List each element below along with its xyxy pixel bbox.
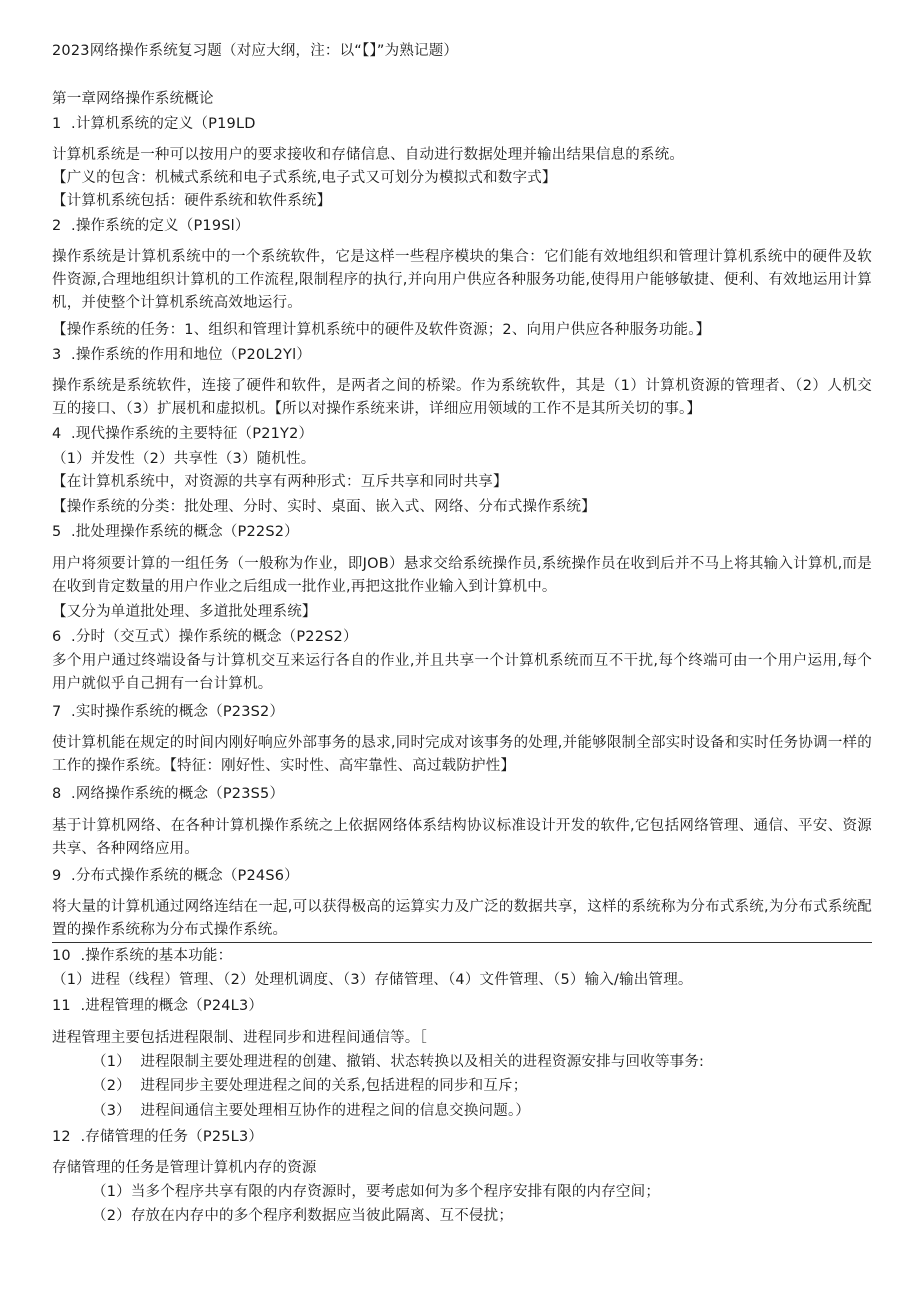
paragraph: 存储管理的任务是管理计算机内存的资源: [52, 1160, 317, 1176]
paragraph: 将大量的计算机通过网络连结在一起,可以获得极高的运算实力及广泛的数据共享，这样的系统称为分布式系统,为分布式系统配置的操作系统称为分布式操作系统。: [52, 899, 872, 938]
list-item: （3） 进程间通信主要处理相互协作的进程之间的信息交换问题。）: [92, 1103, 531, 1119]
section-heading: 8 .网络操作系统的概念（P23S5）: [52, 786, 285, 802]
list-item: （1）当多个程序共享有限的内存资源时，要考虑如何为多个程序安排有限的内存空间；: [92, 1184, 661, 1200]
list-item: （2）存放在内存中的多个程序利数据应当彼此隔离、互不侵扰；: [92, 1208, 514, 1224]
document-title: 2023网络操作系统复习题（对应大纲，注：以“【】”为熟记题）: [52, 43, 459, 59]
section-heading: 6 .分时（交互式）操作系统的概念（P22S2）: [52, 629, 358, 645]
list-item: （2） 进程同步主要处理进程之间的关系,包括进程的同步和互斥；: [92, 1078, 528, 1094]
paragraph: 用户将须要计算的一组任务（一般称为作业，即JOB）悬求交给系统操作员,系统操作员在收到后并不马上将其输入计算机,而是在收到肯定数量的用户作业之后组成一批作业,再把这批作业输入到计算机中。: [52, 556, 872, 595]
paragraph: 基于计算机网络、在各种计算机操作系统之上依据网络体系结构协议标准设计开发的软件,它包括网络管理、通信、平安、资源共享、各种网络应用。: [52, 818, 872, 857]
key-point: 【操作系统的任务：1、组织和管理计算机系统中的硬件及软件资源；2、向用户供应各种服务功能。】: [52, 322, 711, 338]
paragraph: 多个用户通过终端设备与计算机交互来运行各自的作业,并且共享一个计算机系统而互不干扰,每个终端可由一个用户运用,每个用户就似乎自己拥有一台计算机。: [52, 653, 872, 692]
section-heading: 4 .现代操作系统的主要特征（P21Y2）: [52, 426, 314, 442]
section-heading: 10 .操作系统的基本功能：: [52, 948, 233, 964]
key-point: 【计算机系统包括：硬件系统和软件系统】: [52, 193, 332, 209]
paragraph: 计算机系统是一种可以按用户的要求接收和存储信息、自动进行数据处理并输出结果信息的系统。: [52, 147, 685, 163]
divider: [52, 942, 872, 943]
section-heading: 7 .实时操作系统的概念（P23S2）: [52, 704, 285, 720]
paragraph: （1）并发性（2）共享性（3）随机性。: [52, 451, 316, 467]
key-point: 【又分为单道批处理、多道批处理系统】: [52, 604, 317, 620]
section-heading: 12 .存储管理的任务（P25L3）: [52, 1129, 264, 1145]
paragraph: 操作系统是系统软件，连接了硬件和软件，是两者之间的桥梁。作为系统软件，其是（1）计算机资源的管理者、（2）人机交互的接口、（3）扩展机和虚拟机。【所以对操作系统来讲，详细应用领域的工作不是其所关切的事。】: [52, 378, 872, 417]
section-heading: 3 .操作系统的作用和地位（P20L2Yl）: [52, 347, 312, 363]
section-heading: 2 .操作系统的定义（P19Sl）: [52, 218, 250, 234]
list-item: （1） 进程限制主要处理进程的创建、撤销、状态转换以及相关的进程资源安排与回收等事务:: [92, 1054, 705, 1070]
section-heading: 1 .计算机系统的定义（P19LD: [52, 116, 256, 132]
key-point: 【操作系统的分类：批处理、分时、实时、桌面、嵌入式、网络、分布式操作系统】: [52, 499, 596, 515]
paragraph: 操作系统是计算机系统中的一个系统软件，它是这样一些程序模块的集合：它们能有效地组织和管理计算机系统中的硬件及软件资源,合理地组织计算机的工作流程,限制程序的执行,并向用户供应各种服务功能,使得用户能够敏捷、便利、有效地运用计算机，并使整个计算机系统高效地运行。: [52, 249, 872, 311]
paragraph: （1）进程（线程）管理、（2）处理机调度、（3）存储管理、（4）文件管理、（5）输入/输出管理。: [52, 972, 693, 988]
paragraph: 使计算机能在规定的时间内刚好响应外部事务的恳求,同时完成对该事务的处理,并能够限制全部实时设备和实时任务协调一样的工作的操作系统。【特征：刚好性、实时性、高牢靠性、高过载防护性】: [52, 735, 872, 774]
key-point: 【广义的包含：机械式系统和电子式系统,电子式又可划分为模拟式和数字式】: [52, 170, 557, 186]
chapter-heading: 第一章网络操作系统概论: [52, 91, 214, 107]
paragraph: 进程管理主要包括进程限制、进程同步和进程间通信等。［: [52, 1030, 427, 1046]
section-heading: 9 .分布式操作系统的概念（P24S6）: [52, 868, 299, 884]
section-heading: 11 .进程管理的概念（P24L3）: [52, 998, 264, 1014]
section-heading: 5 .批处理操作系统的概念（P22S2）: [52, 524, 299, 540]
key-point: 【在计算机系统中，对资源的共享有两种形式：互斥共享和同时共享】: [52, 474, 508, 490]
